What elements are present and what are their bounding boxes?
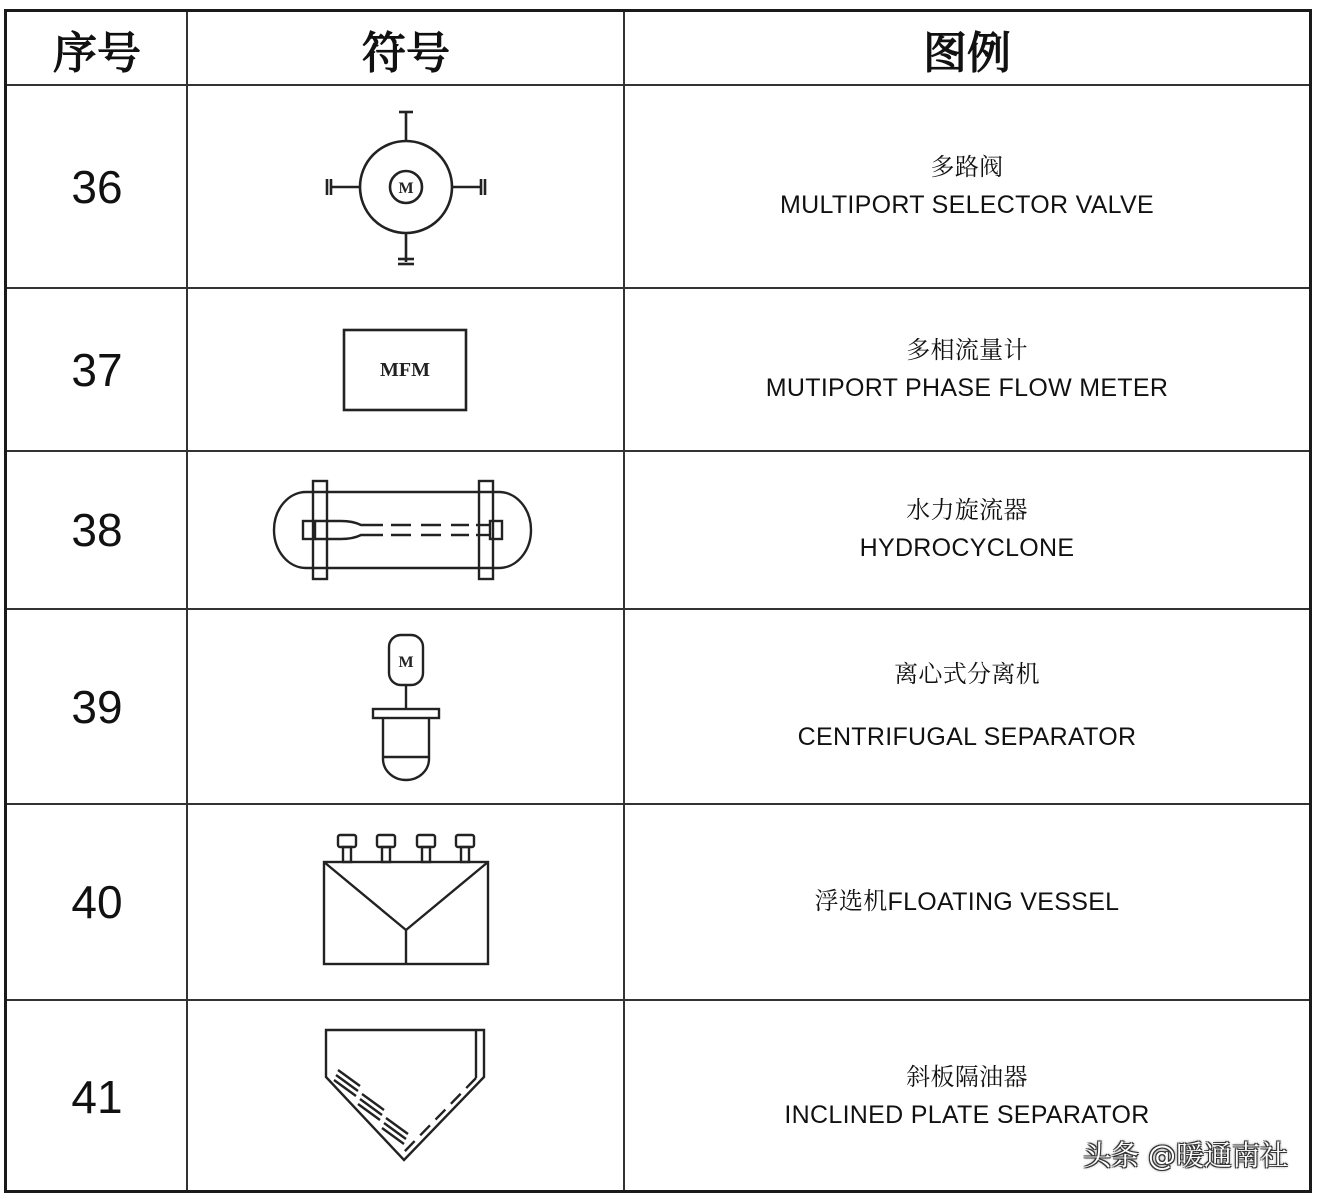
legend-cell: [625, 805, 1309, 999]
legend-zh: 离心式分离机: [894, 659, 1040, 688]
header-index: 序号: [53, 27, 141, 79]
legend-cell: [625, 610, 1309, 803]
hydrocyclone-icon: [261, 475, 551, 585]
symbol-cell: [188, 452, 624, 608]
legend-zh: 浮选机: [814, 887, 888, 916]
multiphase-flow-meter-icon: [336, 322, 476, 418]
symbol-cell: [188, 610, 624, 803]
symbol-label: MFM: [380, 358, 430, 381]
symbol-cell: [188, 289, 624, 450]
row-index: 38: [71, 504, 123, 556]
legend-cell: [625, 452, 1309, 608]
row-index: 36: [71, 160, 123, 213]
symbol-cell: [188, 1001, 624, 1193]
symbol-table: [4, 9, 1312, 1193]
legend-en: CENTRIFUGAL SEPARATOR: [797, 723, 1137, 752]
multiport-selector-valve-icon: [306, 102, 506, 272]
symbol-label: M: [398, 179, 414, 197]
header-legend: 图例: [923, 27, 1011, 79]
legend-zh: 多路阀: [930, 152, 1004, 181]
watermark: 头条 @暖通南社: [1083, 1139, 1288, 1172]
centrifugal-separator-icon: [361, 627, 451, 787]
row-index: 37: [71, 343, 123, 396]
row-index: 39: [71, 680, 123, 733]
inclined-plate-separator-icon: [316, 1022, 496, 1172]
legend-zh: 多相流量计: [906, 335, 1028, 364]
legend-en: MULTIPORT SELECTOR VALVE: [780, 190, 1154, 219]
row-index: 40: [71, 876, 123, 928]
legend-zh: 水力旋流器: [906, 496, 1028, 525]
floating-vessel-icon: [316, 830, 496, 975]
row-index: 41: [71, 1071, 123, 1123]
symbol-cell: [188, 805, 624, 999]
legend-en: MUTIPORT PHASE FLOW METER: [765, 373, 1169, 402]
legend-en: HYDROCYCLONE: [859, 534, 1075, 563]
legend-en: INCLINED PLATE SEPARATOR: [784, 1101, 1150, 1130]
symbol-label: M: [398, 653, 414, 671]
legend-en: FLOATING VESSEL: [887, 887, 1120, 916]
legend-zh: 斜板隔油器: [906, 1063, 1028, 1092]
symbol-cell: [188, 86, 624, 287]
header-symbol: 符号: [362, 27, 450, 79]
legend-cell: [625, 289, 1309, 450]
legend-cell: [625, 86, 1309, 287]
